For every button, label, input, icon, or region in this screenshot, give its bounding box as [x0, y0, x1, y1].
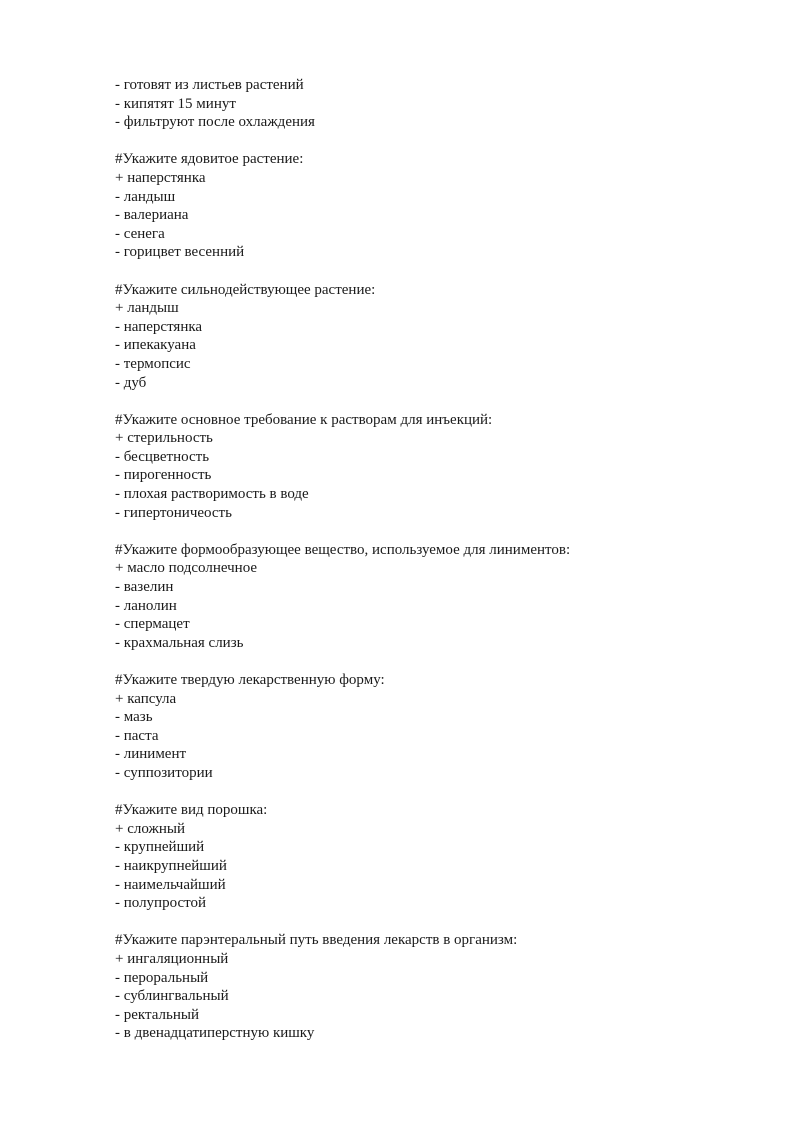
question-block [115, 411, 715, 523]
answer-option: - наикрупнейший [115, 857, 227, 874]
answer-option: - суппозитории [115, 764, 213, 781]
question-block [115, 931, 715, 1043]
question-block [115, 541, 715, 653]
question-block [115, 801, 715, 913]
question-block [115, 671, 715, 783]
answer-option: - крупнейший [115, 839, 205, 856]
question-text: #Укажите основное требование к растворам для инъекций: [115, 411, 493, 428]
question-block [115, 281, 715, 393]
answer-option: + капсула [115, 690, 177, 707]
answer-option: - гипертоничеость [115, 504, 232, 521]
answer-option: - мазь [115, 709, 153, 726]
answer-option: - сублингвальный [115, 988, 229, 1005]
answer-option: - ланолин [115, 597, 177, 614]
intro-line: - фильтруют после охлаждения [115, 114, 315, 131]
answer-option: + стерильность [115, 430, 213, 447]
intro-line: - готовят из листьев растений [115, 77, 304, 93]
answer-option: - пероральный [115, 969, 209, 986]
answer-option: - наперстянка [115, 318, 203, 335]
question-text: #Укажите ядовитое растение: [115, 151, 304, 168]
question-block [115, 150, 715, 262]
question-text: #Укажите парэнтеральный путь введения лекарств в организм: [115, 932, 518, 949]
answer-option: - валериана [115, 207, 189, 224]
answer-option: - плохая растворимость в воде [115, 486, 309, 503]
question-text: #Укажите твердую лекарственную форму: [115, 672, 385, 688]
question-text: #Укажите сильнодействующее растение: [115, 281, 376, 298]
answer-option: - линимент [115, 746, 187, 763]
answer-option: - бесцветность [115, 448, 210, 465]
answer-option: + масло подсолнечное [115, 560, 258, 577]
answer-option: - дуб [115, 374, 147, 391]
answer-option: + ингаляционный [115, 950, 229, 967]
answer-option: + наперстянка [115, 169, 206, 186]
intro-line: - кипятят 15 минут [115, 95, 236, 112]
answer-option: - ректальный [115, 1006, 199, 1023]
question-text: #Укажите формообразующее вещество, используемое для линиментов: [115, 541, 571, 558]
answer-option: - крахмальная слизь [115, 634, 244, 651]
answer-option: - в двенадцатиперстную кишку [115, 1025, 315, 1042]
answer-option: - горицвет весенний [115, 244, 245, 261]
answer-option: - пирогенность [115, 467, 212, 484]
question-text: #Укажите вид порошка: [115, 802, 268, 819]
answer-option: - сенега [115, 225, 165, 242]
answer-option: + ландыш [115, 300, 179, 317]
answer-option: - термопсис [115, 355, 191, 372]
answer-option: - вазелин [115, 579, 174, 596]
document-page [115, 76, 715, 1043]
answer-option: + сложный [115, 820, 185, 837]
answer-option: - полупростой [115, 895, 207, 912]
answer-option: - ипекакуана [115, 337, 196, 354]
answer-option: - наимельчайший [115, 876, 226, 893]
intro-block [115, 76, 715, 132]
answer-option: - ландыш [115, 188, 176, 205]
answer-option: - спермацет [115, 616, 190, 633]
answer-option: - паста [115, 727, 159, 744]
